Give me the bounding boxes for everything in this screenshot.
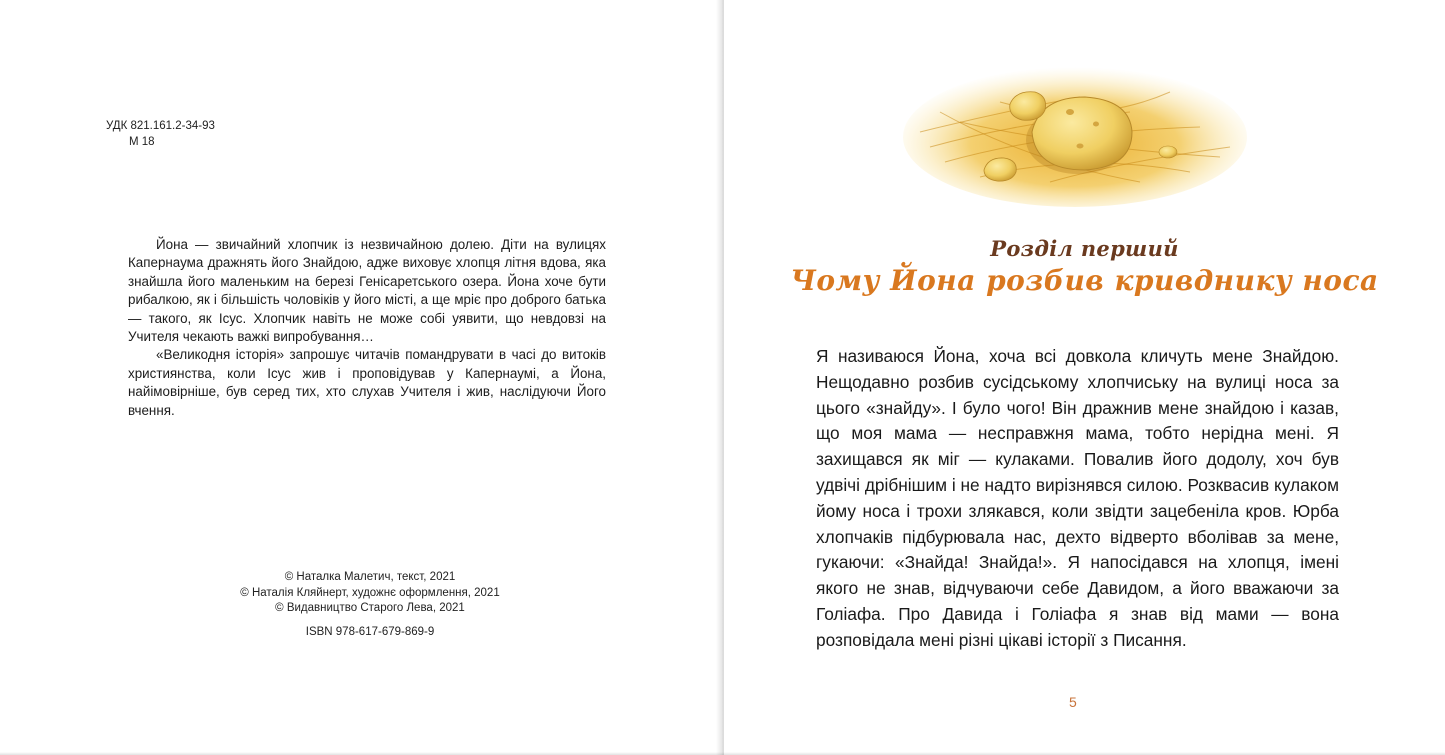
cheese-large [1032, 97, 1132, 170]
udk-block [106, 118, 215, 150]
cheese-hole [1066, 109, 1074, 115]
copyright-text: © Наталка Малетич, текст, 2021 [284, 571, 456, 583]
annotation-paragraph-2: «Великодня історія» запрошує читачів помандрувати в часі до витоків християнства, коли Ісус жив і проповідував у Капернаумі, а Йона, найімовірніше, був серед тих, хто слухав Учителя і жив, наслідуючи Його вчення. [128, 347, 606, 418]
copyright-illustration: © Наталія Кляйнерт, художнє оформлення, 2021 [240, 586, 500, 599]
story-paragraph: Я називаюся Йона, хоча всі довкола кличуть мене Знайдою. Нещодавно розбив сусідському хлопчиську на вулиці носа за цього «знайду». І було чого! Він дражнив мене знайдою і казав, що моя мама — несправжня мама, тобто нерідна мені. Я захищався як міг — кулаками. Повалив його додолу, хоч був удвічі дрібнішим і не надто вирізнявся силою. Розквасив кулаком йому носа і трохи злякався, коли звідти зацебеніла кров. Юрба хлопчаків підбурювала нас, дехто відверто вболівав за мене, гукаючи: «Знайда! Знайда!». Я напосідався на хлопця, імені якого не знав, відчуваючи себе Давидом, а його вважаючи за Голіафа. Про Давида і Голіафа я знав від мами — вона розповідала мені різні цікаві історії з Писання. [816, 346, 1339, 650]
book-annotation [128, 236, 606, 420]
annotation-paragraph-1: Йона — звичайний хлопчик із незвичайною долею. Діти на вулицях Капернаума дражнять його Знайдою, адже виховує хлопця літня вдова, яка знайшла його маленьким на березі Генісаретського озера. Йона хоче бути рибалкою, як і більшість чоловіків у його місті, а ще мріє про доброго батька — такого, як Ісус. Хлопчик навіть не може собі уявити, що невдовзі на Учителя чекають важкі випробування… [128, 237, 606, 345]
cheese-on-straw-illustration [900, 52, 1250, 212]
isbn: ISBN 978-617-679-869-9 [305, 626, 435, 638]
cheese-crumb [1159, 146, 1177, 158]
right-page [724, 0, 1445, 755]
udk-line: УДК 821.161.2-34-93 [106, 120, 215, 132]
cheese-hole [1093, 122, 1099, 127]
left-page [0, 0, 722, 755]
cheese-hole [1077, 144, 1084, 149]
copyright-publisher: © Видавництво Старого Лева, 2021 [275, 602, 465, 614]
page-number: 5 [1069, 694, 1077, 710]
chapter-label: Розділ перший [990, 236, 1179, 261]
author-mark: М 18 [129, 136, 155, 148]
copyright-credits [240, 570, 500, 617]
chapter-text [816, 344, 1339, 654]
chapter-title: Чому Йона розбив кривднику носа [790, 264, 1379, 297]
